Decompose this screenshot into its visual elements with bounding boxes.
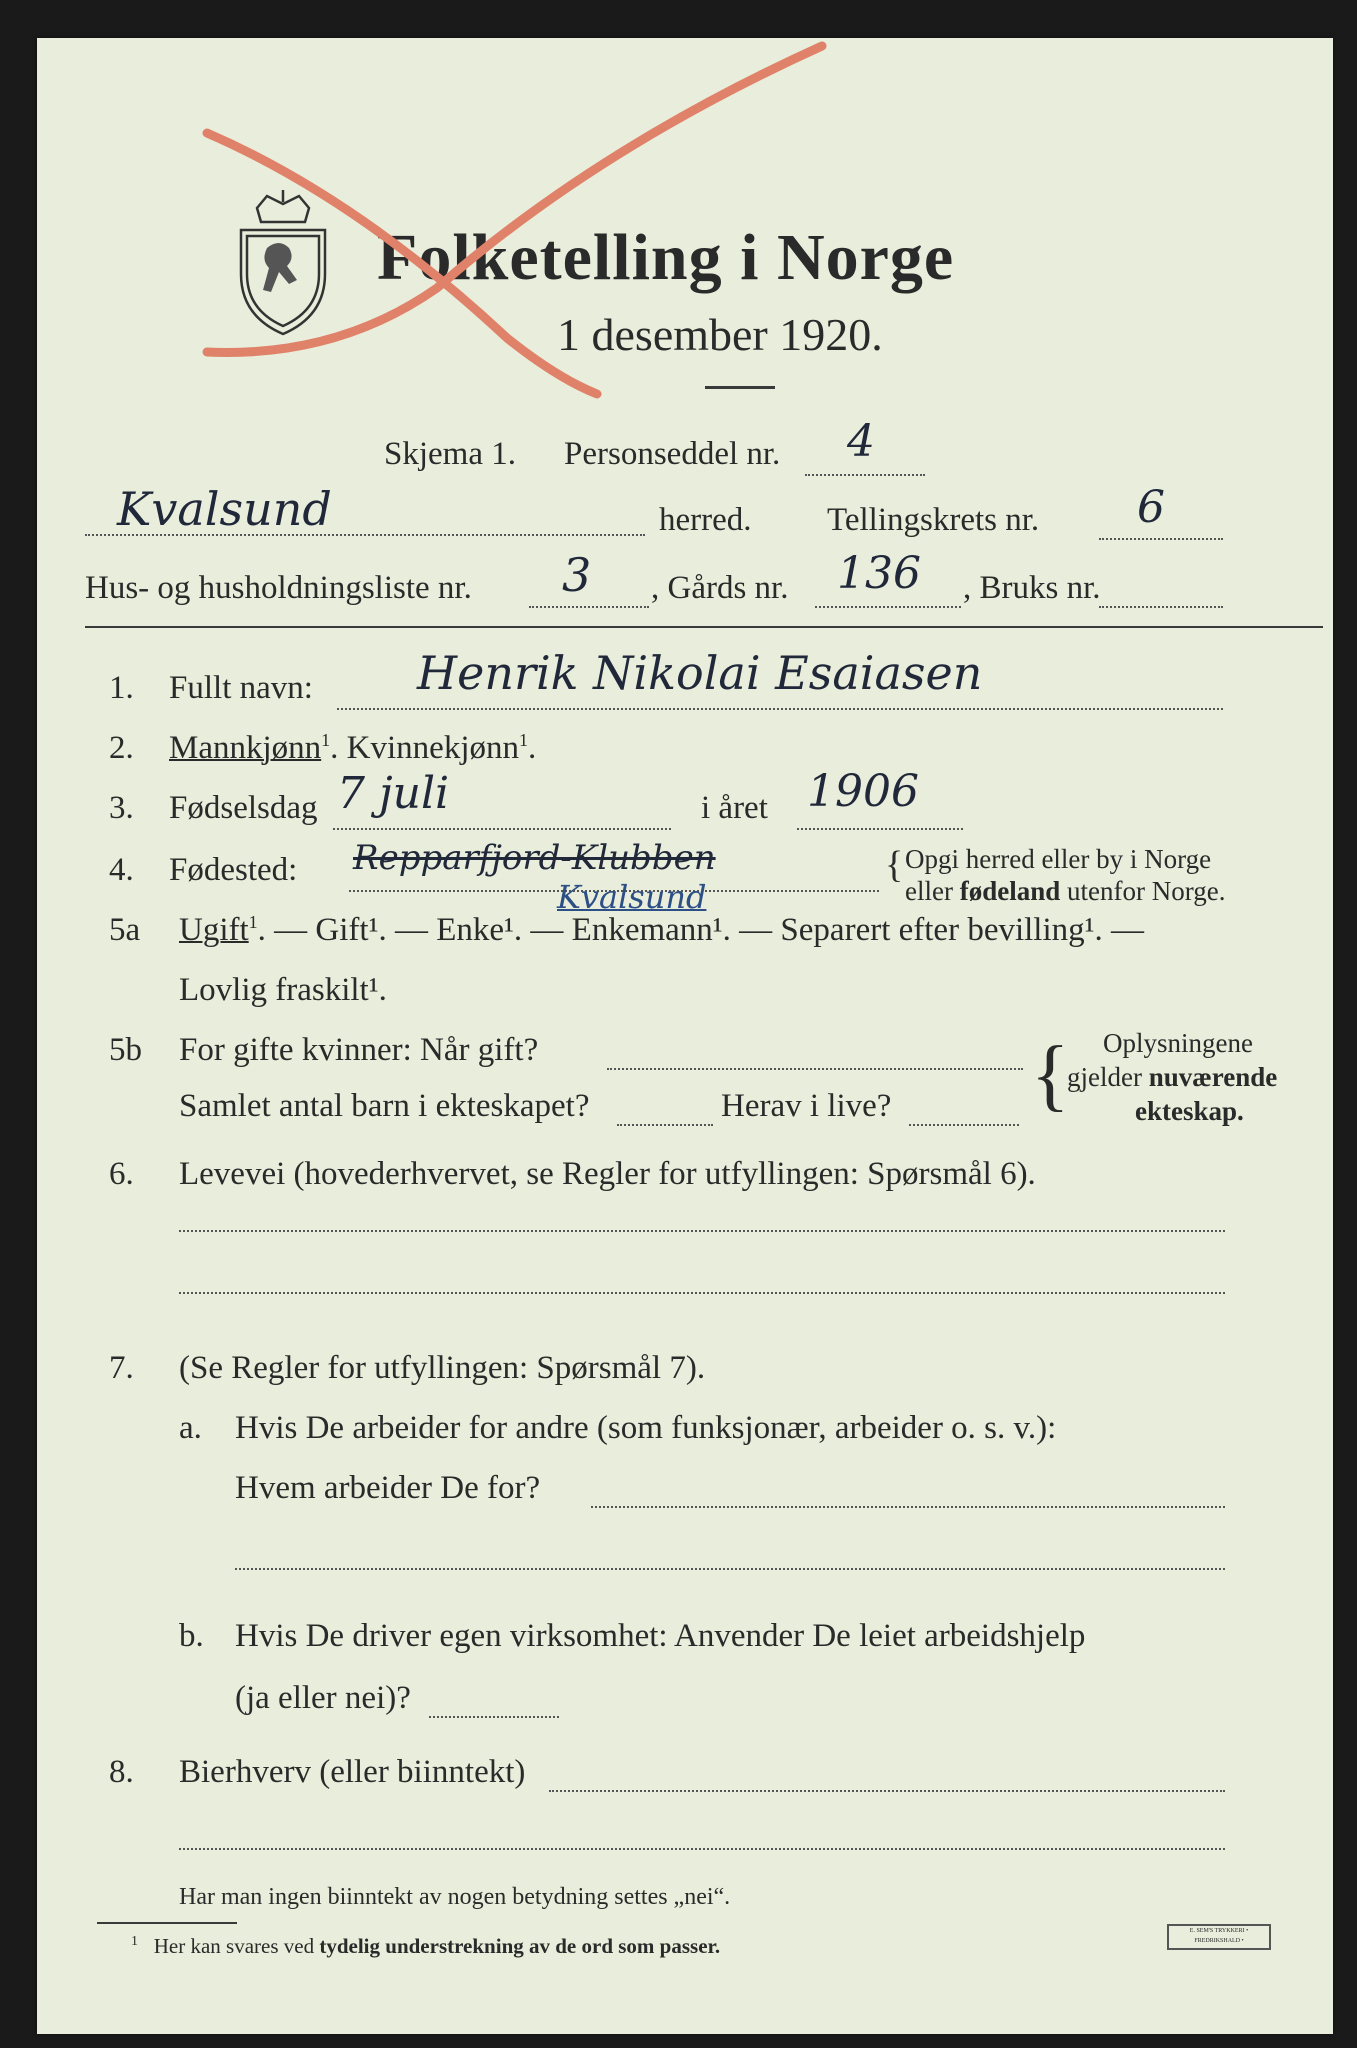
form-title: Folketelling i Norge: [377, 221, 955, 294]
q5a-marital-options: Ugift$^1$. — Gift¹. — Enke¹. — Enkemann¹. — Separert efter bevilling¹. —: [179, 912, 1145, 948]
birth-date-value: 7 juli: [337, 768, 450, 819]
q5a-number: 5a: [109, 912, 141, 948]
q1-label: Fullt navn:: [169, 670, 313, 706]
section-divider: [85, 626, 1323, 628]
husholdningsliste-value: 3: [562, 548, 592, 602]
mannkjonn-option: Mannkjønn: [169, 730, 322, 766]
q6-number: 6.: [109, 1156, 134, 1192]
q5b-line2a: Samlet antal barn i ekteskapet?: [179, 1088, 590, 1124]
q4-number: 4.: [109, 852, 134, 888]
q2-number: 2.: [109, 730, 134, 766]
full-name-value: Henrik Nikolai Esaiasen: [417, 646, 983, 700]
q6-label: Levevei (hovederhvervet, se Regler for utfyllingen: Spørsmål 6).: [179, 1156, 1036, 1192]
q7a-line1: Hvis De arbeider for andre (som funksjonær, arbeider o. s. v.):: [235, 1410, 1057, 1446]
footnote: $^1$ Her kan svares ved tydelig understrekning av de ord som passer.: [131, 1934, 721, 1958]
q5b-note2: gjelder nuværende: [1067, 1062, 1278, 1092]
skjema-label: Skjema 1.: [384, 436, 516, 472]
census-date: 1 desember 1920.: [557, 309, 883, 360]
tellingskrets-value: 6: [1137, 482, 1165, 533]
birth-year-value: 1906: [807, 766, 919, 817]
q7b-line2: (ja eller nei)?: [235, 1680, 411, 1716]
birthplace-struck-value: Repparfjord-Klubben: [353, 838, 716, 878]
q5b-brace: {: [1031, 1031, 1070, 1119]
q3-year-label: i året: [701, 790, 768, 826]
q8-label: Bierhverv (eller biinntekt): [179, 1754, 526, 1790]
footnote-rule: [97, 1922, 237, 1924]
q4-note-line1: Opgi herred eller by i Norge: [905, 844, 1212, 874]
census-form: [37, 38, 1333, 2034]
q7b-line1: Hvis De driver egen virksomhet: Anvender De leiet arbeidshjelp: [235, 1618, 1086, 1654]
biinntekt-note: Har man ingen biinntekt av nogen betydning settes „nei“.: [179, 1884, 731, 1910]
gards-label: , Gårds nr.: [651, 570, 789, 606]
q5b-line1: For gifte kvinner: Når gift?: [179, 1032, 539, 1068]
q2-sex-options: Mannkjønn$^1$. Kvinnekjønn$^1$.: [169, 730, 537, 766]
q4-note-line2: eller fødeland utenfor Norge.: [905, 876, 1226, 906]
q4-label: Fødested:: [169, 852, 298, 888]
q7a-letter: a.: [179, 1410, 202, 1446]
bruks-label: , Bruks nr.: [963, 570, 1101, 606]
herred-label: herred.: [659, 502, 752, 538]
q4-brace: {: [885, 844, 904, 886]
personseddel-value: 4: [847, 416, 875, 467]
ugift-option: Ugift: [179, 912, 249, 948]
q8-number: 8.: [109, 1754, 134, 1790]
q5b-line2b: Herav i live?: [721, 1088, 892, 1124]
q7b-letter: b.: [179, 1618, 204, 1654]
husholdningsliste-label: Hus- og husholdningsliste nr.: [85, 570, 472, 606]
q5b-note3: ekteskap.: [1135, 1096, 1244, 1126]
q3-number: 3.: [109, 790, 134, 826]
q3-label: Fødselsdag: [169, 790, 318, 826]
q7a-line2: Hvem arbeider De for?: [235, 1470, 541, 1506]
q5b-note1: Oplysningene: [1103, 1028, 1253, 1058]
q7-number: 7.: [109, 1350, 134, 1386]
tellingskrets-label: Tellingskrets nr.: [827, 502, 1040, 538]
gards-value: 136: [837, 548, 921, 599]
red-cross-mark: [37, 38, 1333, 458]
birthplace-value: Kvalsund: [557, 878, 707, 916]
q7-label: (Se Regler for utfyllingen: Spørsmål 7).: [179, 1350, 706, 1386]
herred-value: Kvalsund: [117, 482, 332, 536]
q1-number: 1.: [109, 670, 134, 706]
q5b-number: 5b: [109, 1032, 142, 1068]
q5a-line2: Lovlig fraskilt¹.: [179, 972, 387, 1008]
printer-stamp: E. SEM'S TRYKKERI • FREDRIKSHALD •: [1167, 1924, 1271, 1950]
personseddel-label: Personseddel nr.: [564, 436, 781, 472]
